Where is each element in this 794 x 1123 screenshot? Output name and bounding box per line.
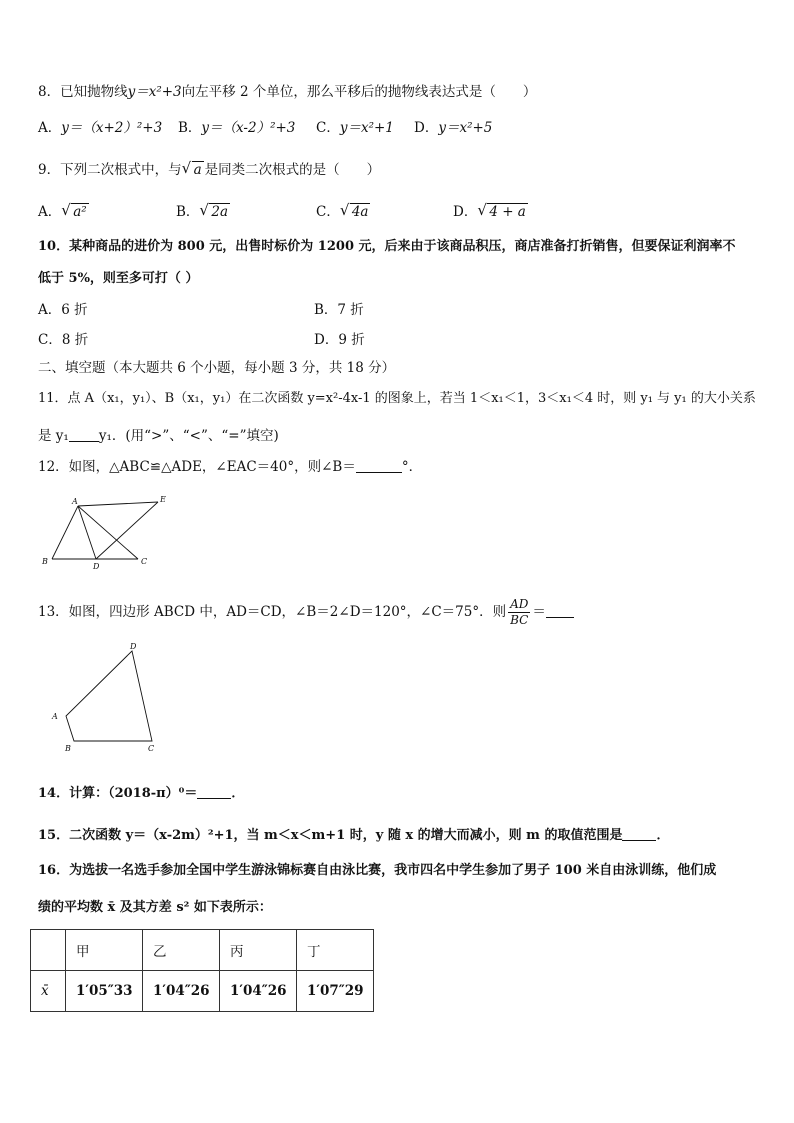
table-cell: 1′04″26 — [220, 971, 297, 1012]
question-13-stem: 13．如图，四边形 ABCD 中，AD＝CD，∠B＝2∠D＝120°，∠C＝75°．则 $\frac{AD}{BC}$ ＝ — [38, 597, 574, 628]
q12-triangle-figure — [38, 492, 178, 572]
q16-results-table — [30, 929, 374, 1012]
q8-option-d[interactable]: D．y＝x²+5 — [414, 120, 493, 136]
table-header-cell: 丙 — [220, 930, 297, 971]
question-16-line2: 绩的平均数 x̄ 及其方差 s² 如下表所示： — [38, 900, 272, 915]
q9-option-a[interactable]: A． √ a² — [38, 201, 87, 220]
question-14-stem: 14．计算：（2018-π）⁰＝ ． — [38, 786, 245, 801]
q12-answer-blank[interactable] — [356, 460, 402, 473]
q12-label-b: B — [42, 557, 48, 566]
q11-answer-blank[interactable] — [69, 429, 99, 442]
q8-option-b[interactable]: B．y＝（x-2）²+3 — [178, 120, 296, 136]
table-cell: 1′07″29 — [297, 971, 374, 1012]
question-15-stem: 15．二次函数 y＝（x-2m）²+1，当 m＜x＜m+1 时，y 随 x 的增大而减小，则 m 的取值范围是 ． — [38, 828, 670, 843]
question-11-line1: 11．点 A（x₁，y₁）、B（x₁，y₁）在二次函数 y=x²-4x-1 的图象上，若当 1＜x₁＜1，3＜x₁＜4 时，则 y₁ 与 y₁ 的大小关系 — [38, 391, 756, 406]
table-cell: 1′05″33 — [66, 971, 143, 1012]
table-header-cell: 甲 — [66, 930, 143, 971]
q13-label-c: C — [148, 744, 155, 753]
q13-quadrilateral-figure — [44, 640, 174, 760]
question-16-line1: 16．为选拔一名选手参加全国中学生游泳锦标赛自由泳比赛，我市四名中学生参加了男子 100 米自由泳训练，他们成 — [38, 863, 717, 878]
q12-label-a: A — [72, 497, 78, 506]
question-10-line1: 10．某种商品的进价为 800 元，出售时标价为 1200 元，后来由于该商品积压，商店准备打折销售，但要保证利润率不 — [38, 239, 736, 254]
table-header-cell — [31, 930, 66, 971]
q8-option-a[interactable]: A．y＝（x+2）²+3 — [38, 120, 163, 136]
q9-option-c[interactable]: C． √ 4a — [316, 201, 369, 220]
question-11-line2: 是 y₁ y₁．(用“>”、“<”、“=”填空) — [38, 428, 279, 444]
table-row — [31, 971, 374, 1012]
q12-label-c: C — [141, 557, 148, 566]
q9-option-b[interactable]: B． √ 2a — [176, 201, 229, 220]
q13-label-b: B — [65, 744, 71, 753]
q8-option-c[interactable]: C．y＝x²+1 — [316, 120, 394, 136]
q13-answer-blank[interactable] — [546, 605, 574, 618]
table-row-label: x̄ — [31, 971, 66, 1012]
q10-option-b[interactable]: B．7 折 — [314, 302, 364, 318]
question-10-line2: 低于 5%，则至多可打（ ） — [38, 271, 199, 286]
q12-label-d: D — [93, 562, 100, 571]
q12-label-e: E — [160, 495, 166, 504]
q13-label-d: D — [130, 642, 137, 651]
q15-answer-blank[interactable] — [622, 828, 656, 841]
q14-answer-blank[interactable] — [197, 786, 231, 799]
table-header-cell: 丁 — [297, 930, 374, 971]
sqrt-a: √ a — [181, 159, 202, 178]
q13-label-a: A — [52, 712, 58, 721]
q10-option-d[interactable]: D．9 折 — [314, 332, 365, 348]
question-8-stem: 8．已知抛物线y＝x²+3向左平移 2 个单位，那么平移后的抛物线表达式是（ ） — [38, 84, 537, 100]
ad-over-bc-fraction: $\frac{AD}{BC}$ — [510, 597, 529, 627]
table-cell: 1′04″26 — [143, 971, 220, 1012]
table-header-row — [31, 930, 374, 971]
table-header-cell: 乙 — [143, 930, 220, 971]
q10-option-c[interactable]: C．8 折 — [38, 332, 89, 348]
q10-option-a[interactable]: A．6 折 — [38, 302, 88, 318]
question-12-stem: 12．如图，△ABC≌△ADE，∠EAC＝40°，则∠B＝ °． — [38, 459, 423, 475]
question-9-stem: 9．下列二次根式中，与 √ a 是同类二次根式的是（ ） — [38, 159, 381, 178]
q9-option-d[interactable]: D． √ 4 + a — [453, 201, 526, 220]
section-2-heading: 二、填空题（本大题共 6 个小题，每小题 3 分，共 18 分） — [38, 360, 396, 376]
